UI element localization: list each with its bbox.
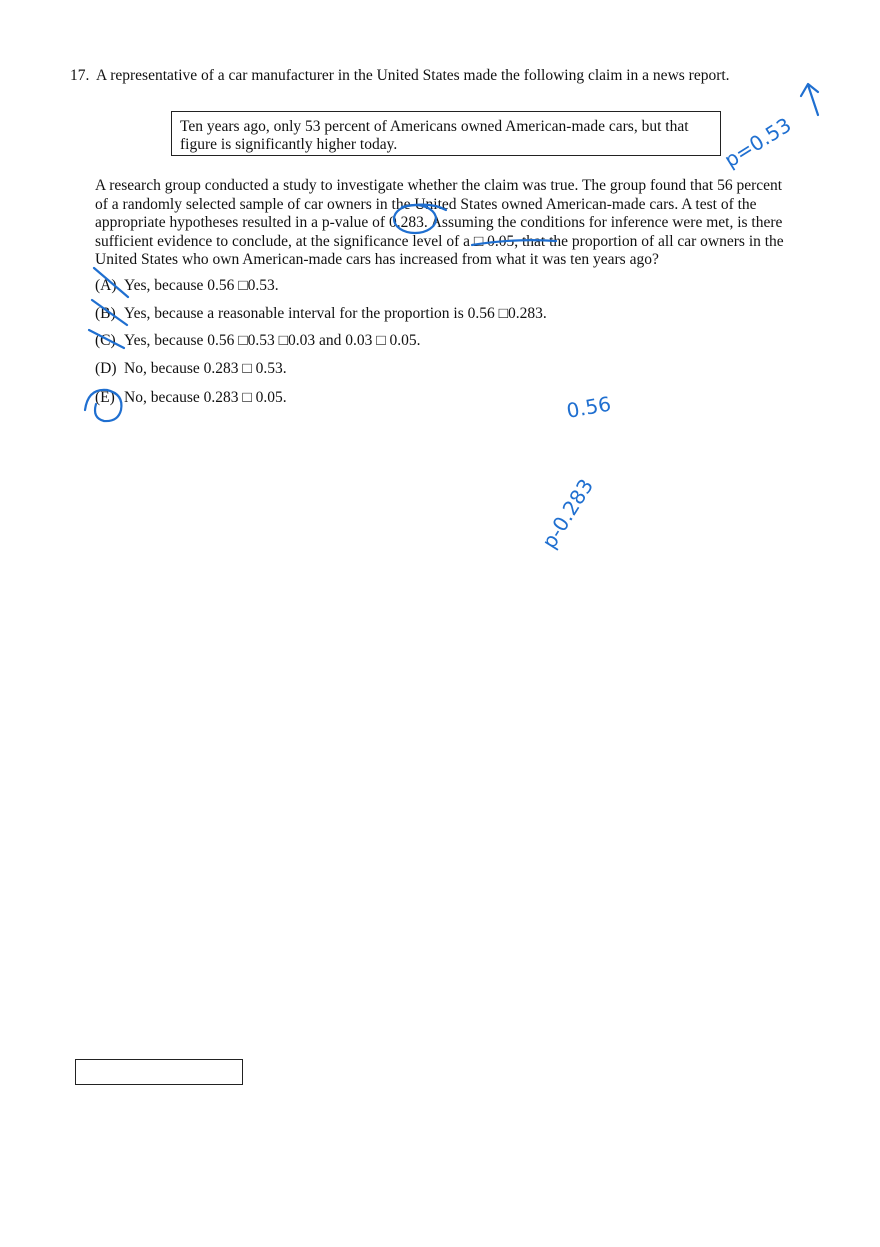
paragraph-line: A research group conducted a study to investigate whether the claim was true. The group found that 56 percent <box>95 177 783 194</box>
paragraph-line: United States who own American-made cars has increased from what it was ten years ago? <box>95 251 659 268</box>
cross-out-a <box>94 268 128 297</box>
choice-label: (E) <box>95 389 115 406</box>
choice-text: Yes, because 0.56 □0.53 □0.03 and 0.03 □ 0.05. <box>124 332 421 349</box>
question-number: 17. <box>70 67 90 84</box>
margin-note-p: p=0.53 <box>719 112 796 173</box>
choice-text: Yes, because a reasonable interval for the proportion is 0.56 □0.283. <box>124 305 547 322</box>
question-stem: A representative of a car manufacturer in the United States made the following claim in a news report. <box>96 67 730 84</box>
paragraph-line: of a randomly selected sample of car owners in the United States owned American-made cars. A test of the <box>95 195 757 213</box>
choice-text: No, because 0.283 □ 0.05. <box>124 389 287 406</box>
choice-label: (D) <box>95 360 117 377</box>
note-p-value: p-0.283 <box>536 474 599 553</box>
underline-alpha <box>472 240 556 245</box>
claim-line: Ten years ago, only 53 percent of Americans owned American-made cars, but that <box>180 118 689 135</box>
circle-choice-e <box>85 390 121 421</box>
note-sample-proportion: 0.56 <box>564 391 613 423</box>
claim-line: figure is significantly higher today. <box>180 136 398 153</box>
paragraph-line: sufficient evidence to conclude, at the significance level of a □ 0.05, that the proportion of all car owners in the <box>95 232 784 250</box>
choice-label: (A) <box>95 277 117 294</box>
circle-p-value <box>394 205 436 233</box>
choice-text: No, because 0.283 □ 0.53. <box>124 360 287 377</box>
choice-text: Yes, because 0.56 □0.53. <box>124 277 279 294</box>
choice-label: (C) <box>95 332 116 349</box>
choice-label: (B) <box>95 305 116 322</box>
cross-out-c <box>89 330 124 348</box>
cross-out-b <box>92 300 127 325</box>
paragraph-line: appropriate hypotheses resulted in a p-value of 0.283. Assuming the conditions for inference were met, is there <box>95 214 783 231</box>
arrow-up-mark <box>801 84 818 115</box>
